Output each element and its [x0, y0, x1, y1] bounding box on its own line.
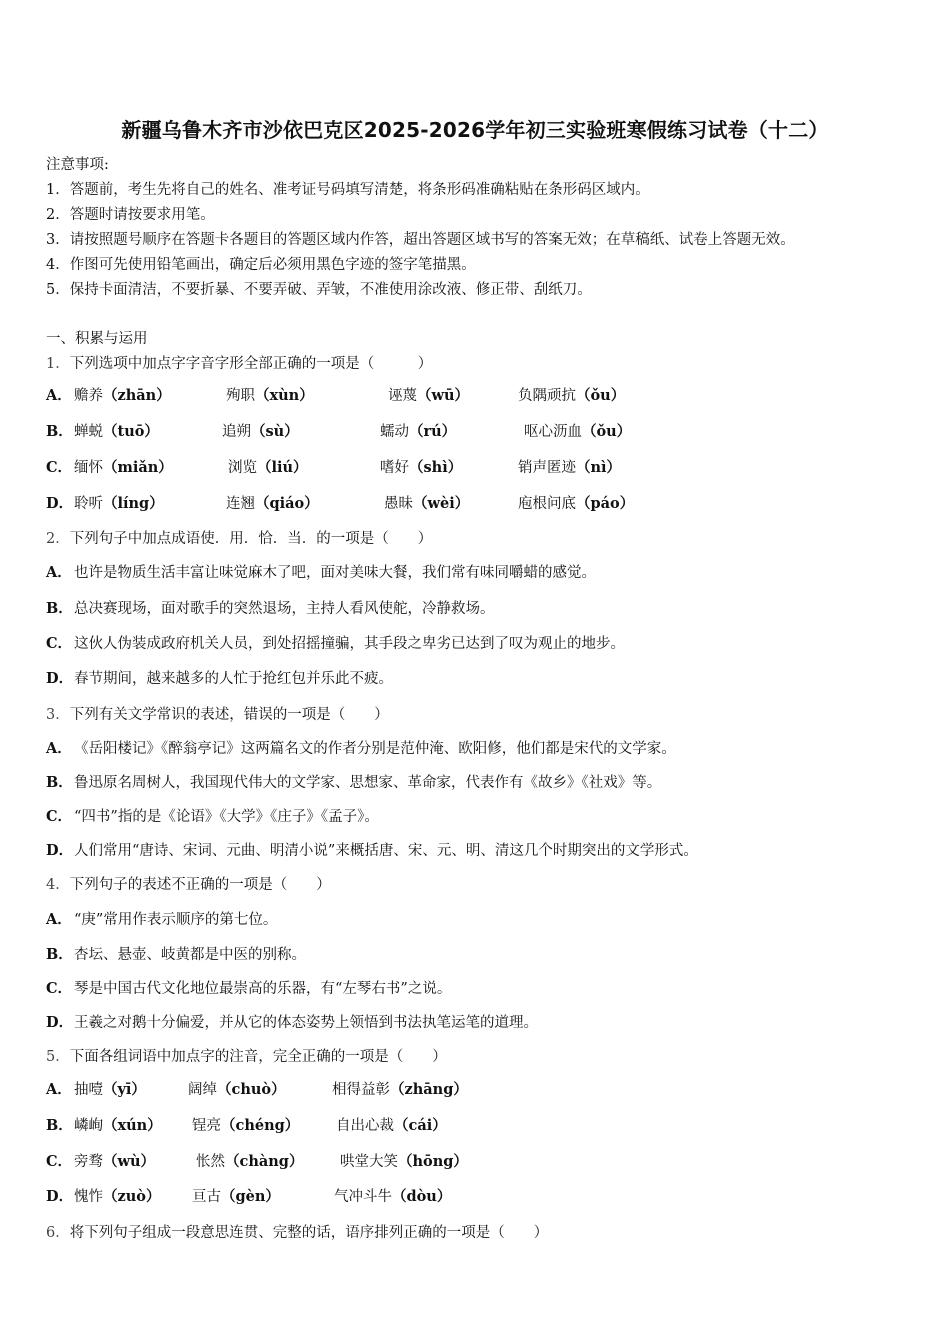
notice-heading: 注意事项: [46, 157, 109, 173]
word-item: 旁骛（wù） [74, 1153, 156, 1170]
word-item: 嗜好（shì） [380, 459, 463, 476]
option-label: D． [46, 495, 74, 512]
option-label: B． [46, 423, 73, 440]
question-6 [46, 1221, 548, 1242]
question-number: 3． [46, 707, 70, 723]
word-item: 抽噎（yī） [74, 1081, 146, 1098]
question-2 [46, 527, 432, 548]
option-label: A． [46, 387, 72, 404]
word-item: 聆听（líng） [74, 495, 164, 512]
notice-item: 4．作图可先使用铅笔画出，确定后必须用黑色字迹的签字笔描黑。 [46, 257, 476, 273]
word-item: 自出心裁（cái） [336, 1117, 447, 1134]
word-item: 呕心沥血（ǒu） [524, 423, 632, 440]
q5-option-a: A． [46, 1081, 72, 1098]
question-number: 6． [46, 1225, 70, 1241]
question-stem: 下列句子中加点成语使．用．恰．当．的一项是（ ） [69, 531, 433, 547]
word-item: 销声匿迹（nì） [518, 459, 622, 476]
question-4 [46, 873, 331, 894]
word-item: 连翘（qiáo） [226, 495, 319, 512]
option-item: C． 这伙人伪装成政府机关人员，到处招摇撞骗，其手段之卑劣已达到了叹为观止的地步。 [46, 635, 625, 652]
q5-option-c: C． [46, 1153, 73, 1170]
word-item: 诬蔑（wū） [388, 387, 470, 404]
word-item: 追朔（sù） [222, 423, 299, 440]
notice-item: 5．保持卡面清洁，不要折暴、不要弄破、弄皱，不准使用涂改液、修正带、刮纸刀。 [46, 282, 592, 298]
option-item: C． “四书”指的是《论语》《大学》《庄子》《孟子》。 [46, 808, 379, 825]
word-item: 气冲斗牛（dòu） [334, 1188, 452, 1205]
word-item: 怅然（chàng） [196, 1153, 304, 1170]
word-item: 愧怍（zuò） [74, 1188, 161, 1205]
word-item: 哄堂大笑（hōng） [340, 1153, 468, 1170]
word-item: 锃亮（chéng） [192, 1117, 300, 1134]
word-item: 嶙峋（xún） [74, 1117, 162, 1134]
q1-option-b [46, 420, 74, 441]
question-stem: 下列选项中加点字字音字形全部正确的一项是（ ） [69, 356, 433, 372]
option-item: A． 也许是物质生活丰富让味觉麻木了吧，面对美味大餐，我们常有味同嚼蜡的感觉。 [46, 564, 596, 581]
q1-option-a [46, 384, 74, 405]
q1-option-c [46, 456, 74, 477]
word-item: 蝉蜕（tuō） [74, 423, 159, 440]
question-number: 4． [46, 877, 70, 893]
q5-option-d: D． [46, 1188, 74, 1205]
word-item: 阔绰（chuò） [188, 1081, 286, 1098]
word-item: 赡养（zhān） [74, 387, 171, 404]
question-5 [46, 1045, 447, 1066]
question-number: 5． [46, 1049, 70, 1065]
question-3 [46, 703, 389, 724]
option-item: B．鲁迅原名周树人，我国现代伟大的文学家、思想家、革命家，代表作有《故乡》《社戏》等。 [46, 774, 662, 791]
notice-item: 1．答题前，考生先将自己的姓名、准考证号码填写清楚，将条形码准确粘贴在条形码区域内。 [46, 182, 650, 198]
q5-option-b: B． [46, 1117, 73, 1134]
word-item: 缅怀（miǎn） [74, 459, 173, 476]
question-stem: 下列句子的表述不正确的一项是（ ） [69, 877, 331, 893]
exam-title: 新疆乌鲁木齐市沙依巴克区2025-2026学年初三实验班寒假练习试卷（十二） [121, 118, 829, 142]
word-item: 相得益彰（zhāng） [332, 1081, 468, 1098]
option-item: B．杏坛、悬壶、岐黄都是中医的别称。 [46, 946, 306, 963]
option-item: C． 琴是中国古代文化地位最崇高的乐器，有“左琴右书”之说。 [46, 980, 452, 997]
option-item: A． 《岳阳楼记》《醉翁亭记》这两篇名文的作者分别是范仲淹、欧阳修，他们都是宋代的文学家。 [46, 740, 676, 757]
option-item: D．王羲之对鹅十分偏爱，并从它的体态姿势上领悟到书法执笔运笔的道理。 [46, 1014, 538, 1031]
word-item: 亘古（gèn） [192, 1188, 280, 1205]
word-item: 殉职（xùn） [226, 387, 314, 404]
question-number: 2． [46, 531, 70, 547]
word-item: 庖根问底（páo） [518, 495, 635, 512]
option-label: C． [46, 459, 73, 476]
option-item: D．人们常用“唐诗、宋词、元曲、明清小说”来概括唐、宋、元、明、清这几个时期突出的文学形式。 [46, 842, 698, 859]
section-heading: 一、积累与运用 [46, 331, 148, 347]
q1-option-d [46, 492, 74, 513]
word-item: 蠕动（rú） [380, 423, 457, 440]
option-item: B．总决赛现场，面对歌手的突然退场，主持人看风使舵，冷静救场。 [46, 600, 495, 617]
question-1 [46, 352, 432, 373]
option-item: D．春节期间，越来越多的人忙于抢红包并乐此不疲。 [46, 670, 393, 687]
word-item: 愚昧（wèi） [384, 495, 470, 512]
question-stem: 下列有关文学常识的表述，错误的一项是（ ） [69, 707, 389, 723]
option-item: A． “庚”常用作表示顺序的第七位。 [46, 911, 278, 928]
question-stem: 将下列句子组成一段意思连贯、完整的话，语序排列正确的一项是（ ） [69, 1225, 549, 1241]
word-item: 浏览（liú） [228, 459, 308, 476]
notice-item: 2．答题时请按要求用笔。 [46, 207, 215, 223]
notice-item: 3．请按照题号顺序在答题卡各题目的答题区域内作答，超出答题区域书写的答案无效；在草稿纸、试卷上答题无效。 [46, 232, 795, 248]
word-item: 负隅顽抗（ǒu） [518, 387, 626, 404]
question-stem: 下面各组词语中加点字的注音，完全正确的一项是（ ） [69, 1049, 447, 1065]
question-number: 1． [46, 356, 70, 372]
